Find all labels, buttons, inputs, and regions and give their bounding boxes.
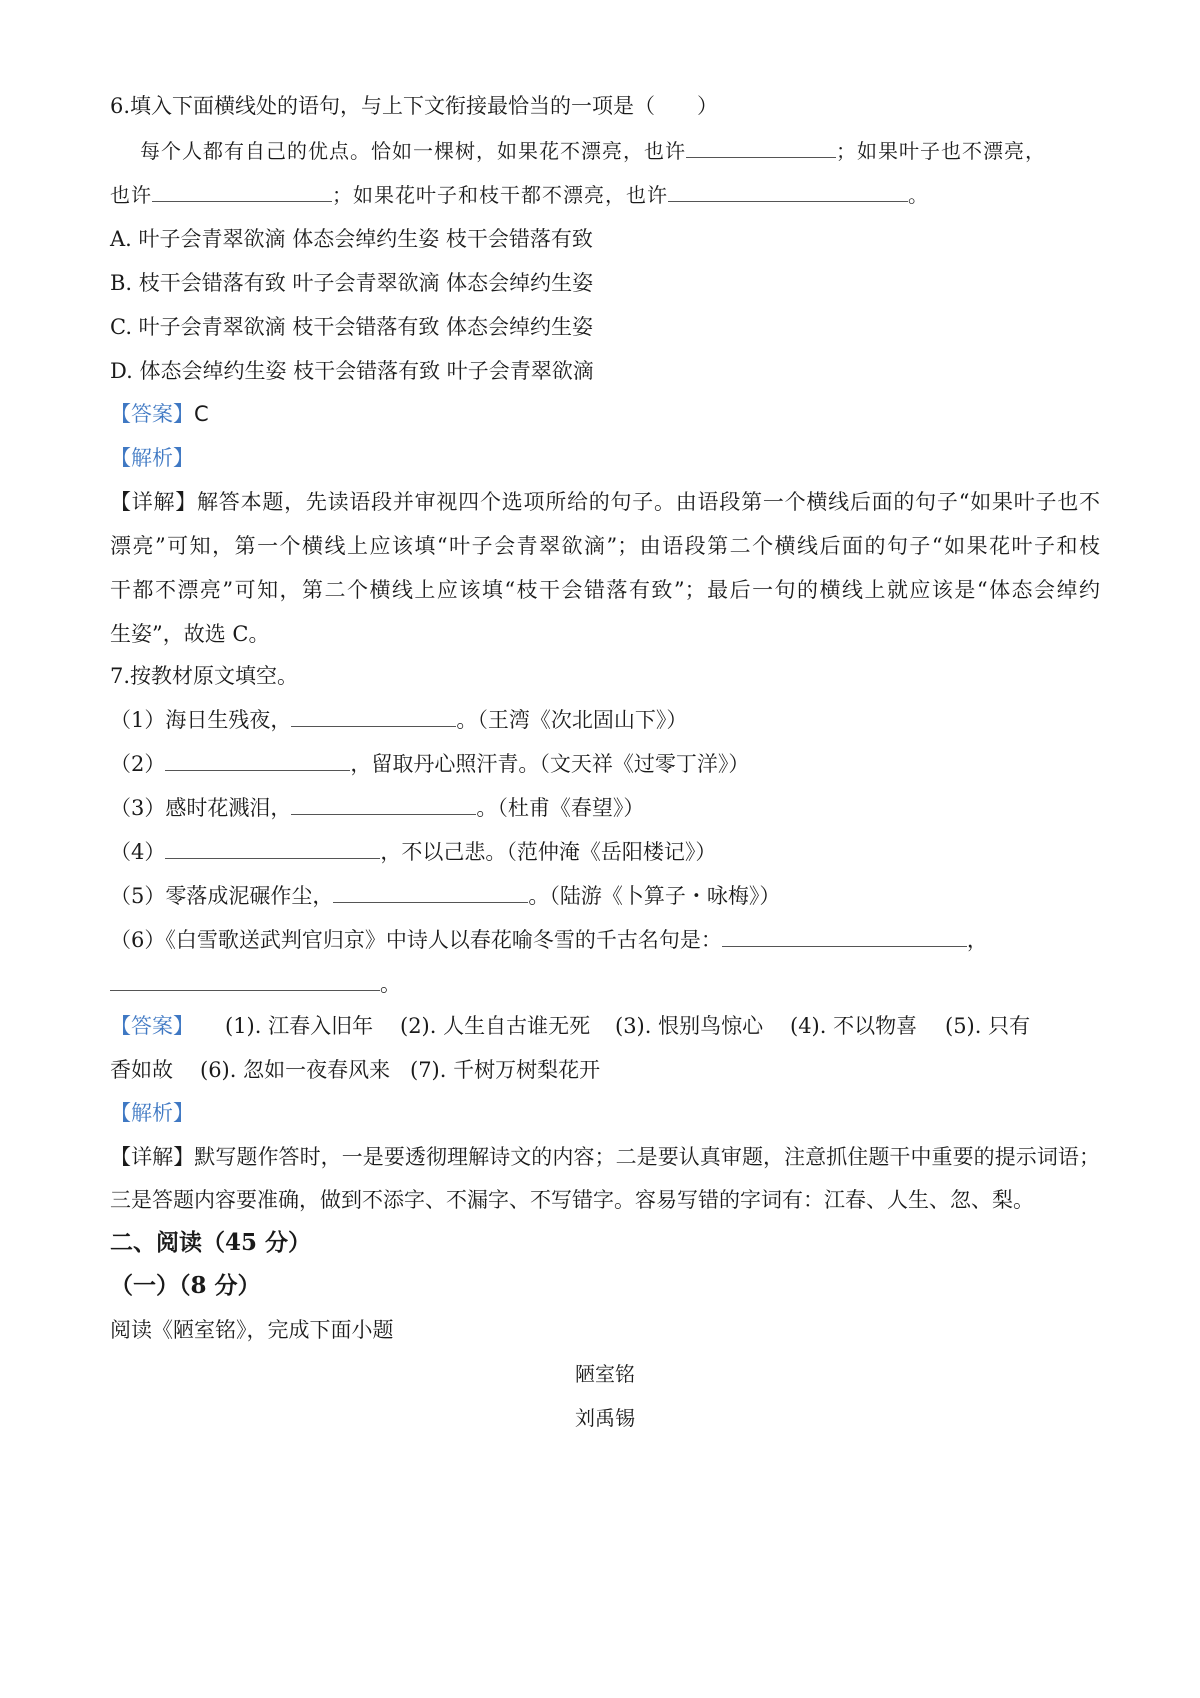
q7-item-3-pre: （3）感时花溅泪， xyxy=(110,796,292,820)
q7-item-6 xyxy=(110,926,988,954)
q6-blank-1[interactable] xyxy=(686,137,836,158)
q6-answer xyxy=(110,400,209,428)
section2-subtitle: （一）（8 分） xyxy=(110,1272,261,1299)
q6-passage-text-2b: ；如果花叶子和枝干都不漂亮，也许 xyxy=(332,183,668,207)
q6-detail-line-2: 漂亮”可知，第一个横线上应该填“叶子会青翠欲滴”；由语段第二个横线后面的句子“如果花叶子和枝 xyxy=(110,534,1100,558)
q7-item-3 xyxy=(110,794,644,822)
q6-detail-line-1 xyxy=(110,488,1100,516)
q6-passage-text-1b: ；如果叶子也不漂亮， xyxy=(836,139,1046,163)
q7-item-1 xyxy=(110,706,687,734)
q7-blank-5[interactable] xyxy=(333,882,528,903)
q7-detail-text-1: 默写题作答时，一是要透彻理解诗文的内容；二是要认真审题，注意抓住题干中重要的提示词语； xyxy=(194,1145,1101,1169)
q7-answer-5: (5). 只有 xyxy=(945,1014,1031,1038)
q7-answer-4: (4). 不以物喜 xyxy=(790,1014,918,1038)
q6-passage-line2 xyxy=(110,181,929,209)
q7-blank-7[interactable] xyxy=(110,970,380,991)
q7-answer-line-1 xyxy=(110,1012,1100,1040)
q6-passage-line1 xyxy=(140,137,1046,165)
q7-answer-line-2 xyxy=(110,1056,1100,1084)
q7-stem: 7.按教材原文填空。 xyxy=(110,664,299,688)
q7-item-1-post: 。（王湾《次北固山下》） xyxy=(456,708,688,732)
q6-detail-tag: 【详解】 xyxy=(110,490,198,514)
q6-detail-text-1: 解答本题，先读语段并审视四个选项所给的句子。由语段第一个横线后面的句子“如果叶子也不 xyxy=(197,490,1100,514)
q7-blank-3[interactable] xyxy=(291,794,476,815)
q7-blank-1[interactable] xyxy=(291,706,456,727)
q6-option-b: B. 枝干会错落有致 叶子会青翠欲滴 体态会绰约生姿 xyxy=(110,271,594,295)
q7-answer-6: (6). 忽如一夜春风来 xyxy=(200,1058,391,1082)
q6-blank-3[interactable] xyxy=(668,181,908,202)
q7-item-5 xyxy=(110,882,780,910)
q6-option-d: D. 体态会绰约生姿 枝干会错落有致 叶子会青翠欲滴 xyxy=(110,359,594,383)
q6-answer-tag: 【答案】 xyxy=(110,402,194,426)
q6-passage-text-2c: 。 xyxy=(908,183,929,207)
q7-item-5-post: 。（陆游《卜算子・咏梅》） xyxy=(528,884,781,908)
q7-item-4 xyxy=(110,838,716,866)
q7-detail-line-1 xyxy=(110,1143,1100,1171)
poem-title: 陋室铭 xyxy=(575,1362,635,1386)
q7-item-1-pre: （1）海日生残夜， xyxy=(110,708,292,732)
q7-item-6-mid: ， xyxy=(966,928,988,952)
q7-item-6-pre: （6）《白雪歌送武判官归京》中诗人以春花喻冬雪的千古名句是： xyxy=(110,928,722,952)
q6-option-c: C. 叶子会青翠欲滴 枝干会错落有致 体态会绰约生姿 xyxy=(110,315,594,339)
q7-detail-tag: 【详解】 xyxy=(110,1145,195,1169)
q7-answer-tag: 【答案】 xyxy=(110,1014,194,1038)
q7-answer-2: (2). 人生自古谁无死 xyxy=(400,1014,591,1038)
q7-answer-5-cont: 香如故 xyxy=(110,1058,173,1082)
q7-blank-2[interactable] xyxy=(165,750,350,771)
q7-item-3-post: 。（杜甫《春望》） xyxy=(476,796,645,820)
q6-detail-line-4: 生姿”，故选 C。 xyxy=(110,622,270,646)
q7-analysis-tag: 【解析】 xyxy=(110,1101,194,1125)
q7-item-6-cont xyxy=(110,970,401,998)
q6-option-a: A. 叶子会青翠欲滴 体态会绰约生姿 枝干会错落有致 xyxy=(110,227,593,251)
q7-blank-4[interactable] xyxy=(165,838,380,859)
q7-item-5-pre: （5）零落成泥碾作尘， xyxy=(110,884,334,908)
q7-item-2-post: ，留取丹心照汗青。（文天祥《过零丁洋》） xyxy=(350,752,750,776)
q7-answer-7: (7). 千树万树梨花开 xyxy=(410,1058,601,1082)
q7-item-6-end: 。 xyxy=(380,972,401,996)
q7-item-4-post: ，不以己悲。（范仲淹《岳阳楼记》） xyxy=(380,840,717,864)
q6-passage-text-1a: 每个人都有自己的优点。恰如一棵树，如果花不漂亮，也许 xyxy=(140,139,686,163)
section2-instruction: 阅读《陋室铭》，完成下面小题 xyxy=(110,1318,394,1342)
q6-blank-2[interactable] xyxy=(152,181,332,202)
q7-blank-6[interactable] xyxy=(722,926,967,947)
poem-author: 刘禹锡 xyxy=(575,1406,635,1430)
q6-detail-line-3: 干都不漂亮”可知，第二个横线上应该填“枝干会错落有致”；最后一句的横线上就应该是“体态会绰约 xyxy=(110,578,1100,602)
q7-item-4-pre: （4） xyxy=(110,840,166,864)
q7-answer-1: (1). 江春入旧年 xyxy=(225,1014,374,1038)
q6-analysis-tag: 【解析】 xyxy=(110,446,194,470)
q6-passage-text-2a: 也许 xyxy=(110,183,152,207)
q6-answer-value: C xyxy=(194,402,209,426)
q7-item-2 xyxy=(110,750,749,778)
q7-detail-line-2: 三是答题内容要准确，做到不添字、不漏字、不写错字。容易写错的字词有：江春、人生、忽、梨。 xyxy=(110,1188,1034,1212)
q7-item-2-pre: （2） xyxy=(110,752,166,776)
section2-title: 二、阅读（45 分） xyxy=(110,1229,312,1256)
q7-answer-3: (3). 恨别鸟惊心 xyxy=(615,1014,764,1038)
q6-stem: 6.填入下面横线处的语句，与上下文衔接最恰当的一项是（ ） xyxy=(110,94,719,118)
